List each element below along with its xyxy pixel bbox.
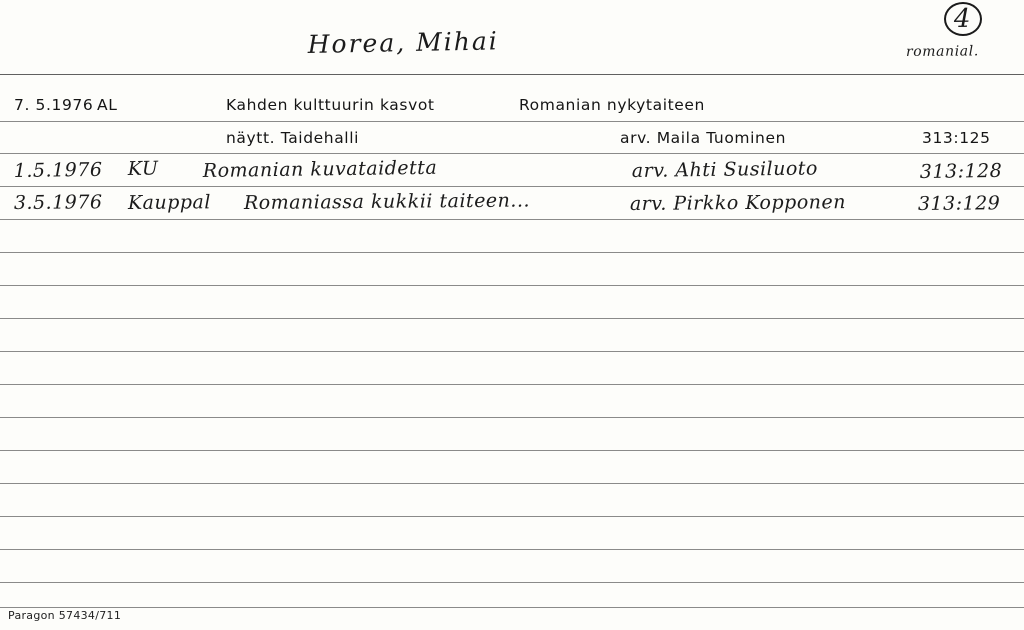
- rule-line: [0, 450, 1024, 451]
- rule-line: [0, 285, 1024, 286]
- entry-date: 1.5.1976: [13, 158, 103, 182]
- rule-line: [0, 516, 1024, 517]
- rule-line: [0, 219, 1024, 220]
- rule-line: [0, 74, 1024, 75]
- rule-line: [0, 483, 1024, 484]
- entry-shelfmark: 313:128: [919, 159, 1003, 183]
- rule-line: [0, 252, 1024, 253]
- language-label: romanial.: [905, 43, 979, 60]
- rule-line: [0, 121, 1024, 122]
- entry-source: KU: [127, 157, 159, 180]
- rule-line: [0, 153, 1024, 154]
- entry-reviewer: arv. Ahti Susiluoto: [631, 157, 819, 182]
- rule-line: [0, 582, 1024, 583]
- entry-title: Romaniassa kukkii taiteen...: [243, 189, 531, 214]
- entry-shelfmark: 313:129: [917, 192, 1001, 215]
- entry-title-continued: Romanian nykytaiteen: [519, 96, 705, 114]
- rule-line: [0, 351, 1024, 352]
- card-title-name: Horea, Mihai: [307, 26, 499, 60]
- entry-title: Romanian kuvataidetta: [202, 156, 438, 182]
- rule-line: [0, 549, 1024, 550]
- card-footer-imprint: Paragon 57434/711: [8, 609, 122, 622]
- entry-reviewer: arv. Maila Tuominen: [620, 129, 787, 147]
- index-number: 4: [953, 3, 972, 34]
- entry-reviewer: arv. Pirkko Kopponen: [629, 191, 847, 215]
- rule-line: [0, 186, 1024, 187]
- entry-subtitle: näytt. Taidehalli: [226, 129, 360, 147]
- rule-line: [0, 384, 1024, 385]
- entry-source: Kauppal: [127, 191, 211, 214]
- rule-line: [0, 417, 1024, 418]
- entry-shelfmark: 313:125: [922, 129, 991, 147]
- entry-date: 3.5.1976: [13, 191, 103, 214]
- rule-line: [0, 607, 1024, 608]
- entry-date: 7. 5.1976: [14, 96, 94, 114]
- rule-line: [0, 318, 1024, 319]
- entry-title: Kahden kulttuurin kasvot: [226, 96, 435, 114]
- entry-source: AL: [97, 96, 118, 114]
